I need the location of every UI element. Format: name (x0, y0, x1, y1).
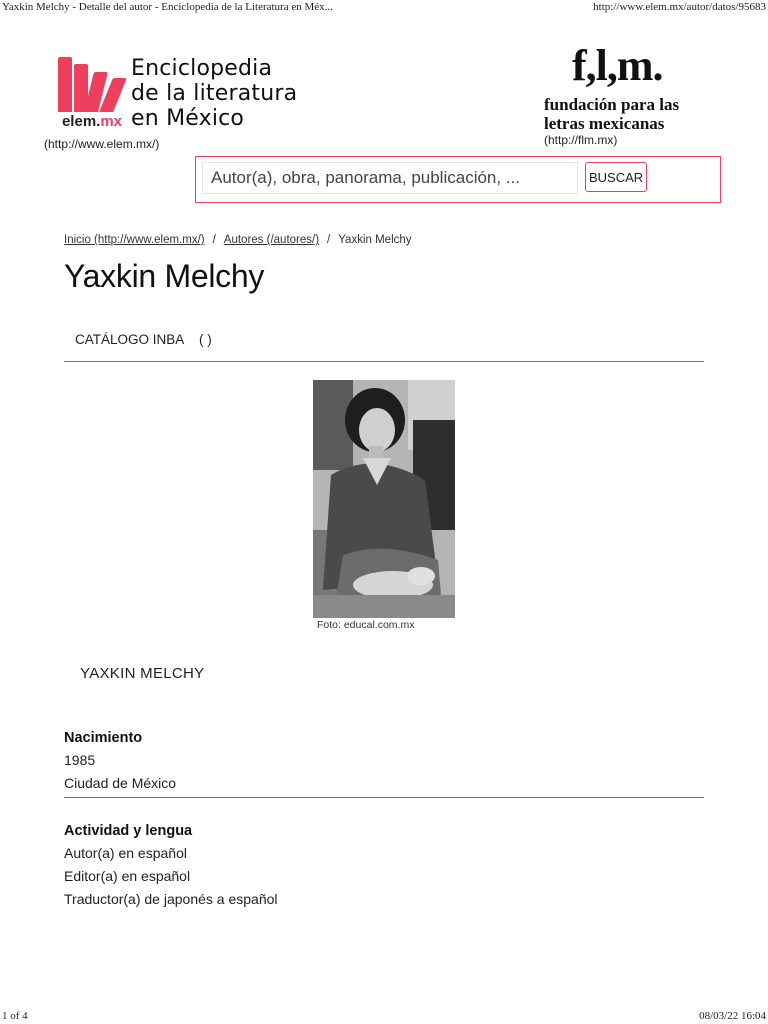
elem-home-link[interactable]: (http://www.elem.mx/) (44, 137, 160, 151)
print-header (0, 1, 768, 13)
print-footer (0, 1010, 768, 1022)
tab-catalogo-inba[interactable]: CATÁLOGO INBA (75, 332, 185, 347)
site-title[interactable] (131, 56, 297, 131)
print-header-url: http://www.elem.mx/autor/datos/95683 (593, 1, 766, 13)
site-title-line: en México (131, 106, 245, 131)
nacimiento-place: Ciudad de México (64, 775, 177, 791)
print-header-title: Yaxkin Melchy - Detalle del autor - Enciclopedia de la Literatura en Méx... (2, 1, 333, 13)
author-photo-image (313, 380, 455, 618)
actividad-item: Traductor(a) de japonés a español (64, 891, 278, 907)
search-bar (195, 156, 721, 203)
breadcrumb-separator: / (327, 234, 331, 246)
nacimiento-section (64, 730, 704, 798)
flm-link[interactable]: (http://flm.mx) (544, 133, 618, 147)
breadcrumb-autores-link[interactable]: Autores (/autores/) (223, 234, 320, 246)
nacimiento-year: 1985 (64, 752, 96, 768)
tab-bar (64, 330, 704, 362)
actividad-heading: Actividad y lengua (64, 823, 193, 839)
author-name: YAXKIN MELCHY (80, 665, 205, 682)
search-input[interactable] (202, 162, 578, 194)
photo-caption: Foto: educal.com.mx (317, 619, 415, 631)
actividad-item: Editor(a) en español (64, 868, 191, 884)
page-title: Yaxkin Melchy (64, 258, 265, 294)
breadcrumb (64, 234, 412, 246)
elem-logo[interactable] (52, 55, 132, 130)
elem-wordmark-a: elem. (61, 113, 101, 130)
logo-book-icon (58, 57, 72, 112)
flm-logo-mark[interactable]: f,l,m. (572, 41, 663, 90)
breadcrumb-home-link[interactable]: Inicio (http://www.elem.mx/) (64, 234, 205, 246)
site-title-line: de la literatura (131, 81, 298, 106)
flm-text-line: letras mexicanas (544, 114, 665, 133)
print-footer-datetime: 08/03/22 16:04 (699, 1010, 766, 1022)
breadcrumb-separator: / (212, 234, 216, 246)
author-photo (313, 380, 455, 618)
search-button[interactable]: BUSCAR (585, 162, 647, 192)
nacimiento-heading: Nacimiento (64, 730, 143, 746)
flm-text-line: fundación para las (544, 95, 680, 114)
tab-empty[interactable]: ( ) (199, 332, 212, 347)
flm-logo-text[interactable] (544, 95, 679, 133)
elem-wordmark (52, 113, 132, 130)
elem-wordmark-b: mx (100, 113, 123, 130)
print-footer-page: 1 of 4 (2, 1010, 28, 1022)
breadcrumb-current: Yaxkin Melchy (338, 234, 412, 246)
actividad-item: Autor(a) en español (64, 845, 187, 861)
site-title-line: Enciclopedia (131, 56, 273, 81)
actividad-section (64, 823, 704, 911)
